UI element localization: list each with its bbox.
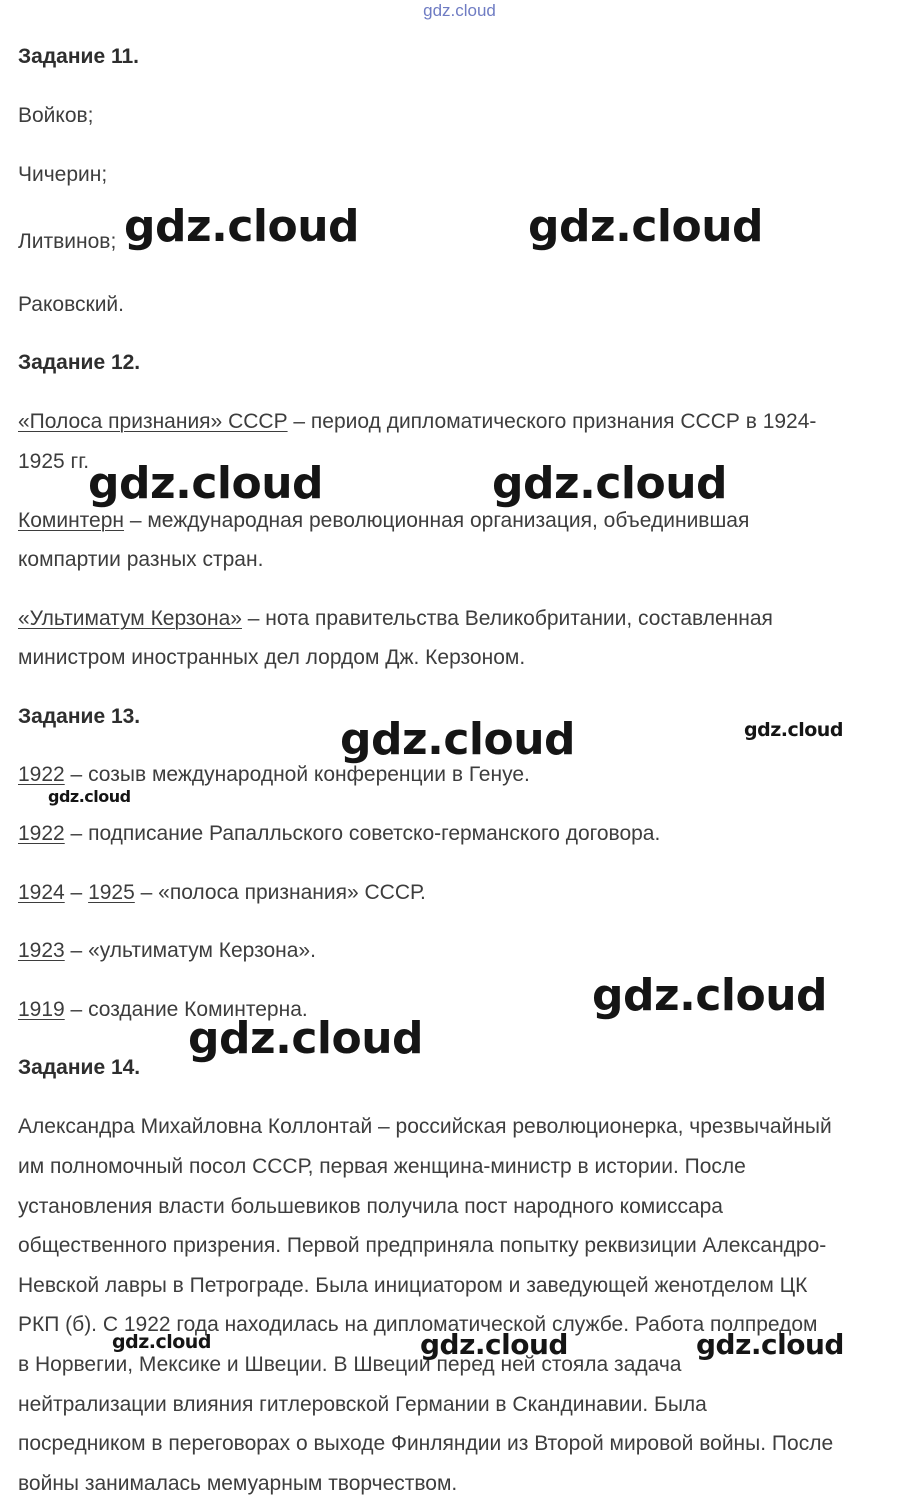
event-text: – создание Коминтерна. [64,998,308,1021]
term-definition: – нота правительства Великобритании, составленная [241,607,773,630]
watermark: gdz.cloud [528,201,764,252]
task11-heading: Задание 11. [18,45,139,68]
task13-heading: Задание 13. [18,705,141,728]
term-line [18,509,749,533]
task14-heading: Задание 14. [18,1056,141,1079]
watermark: gdz.cloud [188,1013,424,1064]
paragraph-line: Невской лавры в Петрограде. Была инициатором и заведующей женотделом ЦК [18,1274,808,1297]
term-line [18,410,816,434]
top-watermark: gdz.cloud [423,1,496,20]
term-line-continued: компартии разных стран. [18,548,264,571]
watermark: gdz.cloud [696,1328,844,1361]
event-text: – «полоса признания» СССР. [134,881,426,904]
watermark: gdz.cloud [492,458,728,509]
term-definition: – период дипломатического признания СССР в 1924- [287,410,817,433]
task12-heading: Задание 12. [18,351,141,374]
paragraph-line: Александра Михайловна Коллонтай – российская революционерка, чрезвычайный [18,1115,832,1138]
event-line [18,763,530,787]
year-link[interactable]: 1922 [18,763,65,786]
term-line-continued: 1925 гг. [18,450,90,473]
paragraph-line: общественного призрения. Первой предприняла попытку реквизиции Александро- [18,1234,827,1257]
term-link[interactable]: «Ультиматум Керзона» [18,607,242,630]
paragraph-line: войны занималась мемуарным творчеством. [18,1472,458,1495]
year-link[interactable]: 1923 [18,939,65,962]
event-line [18,822,660,846]
task11-item: Литвинов; [18,230,117,253]
watermark: gdz.cloud [340,714,576,765]
term-link[interactable]: «Полоса признания» СССР [18,410,288,433]
task11-item: Чичерин; [18,163,108,186]
paragraph-line: РКП (б). С 1922 года находилась на дипломатической службе. Работа полпредом [18,1313,818,1336]
event-text: – подписание Рапалльского советско-германского договора. [64,822,661,845]
watermark: gdz.cloud [88,458,324,509]
term-link[interactable]: Коминтерн [18,509,125,532]
year-separator: – [64,881,89,904]
watermark: gdz.cloud [744,719,843,741]
event-text: – «ультиматум Керзона». [64,939,316,962]
task11-item: Войков; [18,104,94,127]
year-link[interactable]: 1924 [18,881,65,904]
year-link[interactable]: 1922 [18,822,65,845]
watermark: gdz.cloud [420,1328,568,1361]
paragraph-line: установления власти большевиков получила пост народного комиссара [18,1195,723,1218]
year-link[interactable]: 1925 [88,881,135,904]
year-link[interactable]: 1919 [18,998,65,1021]
event-line [18,939,316,963]
event-text: – созыв международной конференции в Генуе. [64,763,530,786]
term-line-continued: министром иностранных дел лордом Дж. Керзоном. [18,646,526,669]
term-definition: – международная революционная организация, объединившая [124,509,750,532]
paragraph-line: в Норвегии, Мексике и Швеции. В Швеции перед ней стояла задача [18,1353,682,1376]
watermark: gdz.cloud [48,787,131,806]
paragraph-line: нейтрализации влияния гитлеровской Германии в Скандинавии. Была [18,1393,707,1416]
term-line [18,607,773,631]
paragraph-line: им полномочный посол СССР, первая женщина-министр в истории. После [18,1155,746,1178]
paragraph-line: посредником в переговорах о выходе Финляндии из Второй мировой войны. После [18,1432,834,1455]
watermark: gdz.cloud [112,1331,211,1353]
watermark: gdz.cloud [124,201,360,252]
task11-item: Раковский. [18,293,124,316]
watermark: gdz.cloud [592,970,828,1021]
event-line [18,881,426,905]
